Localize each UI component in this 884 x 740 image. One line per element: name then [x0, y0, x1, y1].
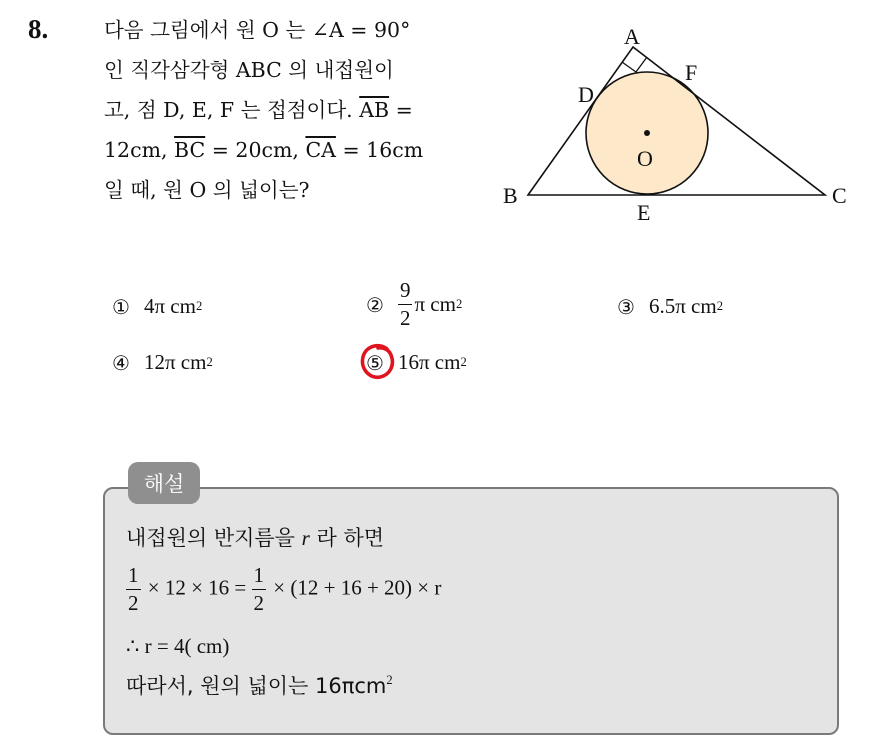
sol-eq-end: × (12 + 16 + 20) × r [268, 575, 442, 600]
choice-4[interactable] [112, 350, 213, 375]
solution-line-4 [126, 670, 393, 700]
choice-mark-1: ① [112, 294, 130, 319]
q4-b: = 20cm, [205, 138, 306, 162]
solution-line-2 [126, 565, 441, 614]
question-text [104, 10, 484, 210]
label-e: E [637, 200, 651, 225]
question-line-5: 일 때, 원 O 의 넓이는? [104, 178, 310, 202]
fraction-denominator: 2 [399, 306, 411, 330]
solution-line-1 [126, 522, 384, 552]
sol-fraction-1 [126, 565, 141, 614]
center-point [644, 130, 650, 136]
choice-2[interactable] [366, 280, 462, 329]
q4-c: = 16cm [335, 138, 424, 162]
choice-sup-1: 2 [195, 299, 203, 313]
sol-frac2-num: 1 [252, 565, 267, 590]
choice-5[interactable] [366, 350, 467, 375]
segment-ca: $\overline{CA}$ [305, 138, 336, 162]
right-angle-mark [622, 57, 647, 72]
choice-mark-5-glyph: ⑤ [366, 350, 384, 375]
question-line-3 [104, 90, 484, 130]
choice-mark-3: ③ [617, 294, 635, 319]
choice-mark-4: ④ [112, 350, 130, 375]
fraction-numerator: 9 [398, 280, 413, 305]
triangle-diagram [498, 20, 858, 230]
solution-tab: 해설 [128, 462, 200, 504]
choice-sup-5: 2 [460, 355, 467, 369]
label-d: D [578, 82, 594, 107]
question-line-2: 인 직각삼각형 ABC 의 내접원이 [104, 58, 394, 82]
sol-frac1-den: 2 [128, 591, 139, 615]
label-c: C [832, 183, 847, 208]
sol1-a: 내접원의 반지름을 [126, 526, 302, 550]
choice-1[interactable] [112, 294, 202, 319]
sol-frac1-num: 1 [126, 565, 141, 590]
choice-sup-4: 2 [206, 355, 213, 369]
q3-text: 고, 점 D, E, F 는 접점이다. [104, 98, 360, 122]
choice-3[interactable] [617, 294, 723, 319]
sol-fraction-2 [252, 565, 267, 614]
label-b: B [503, 183, 518, 208]
choice-value-4: 12π cm [143, 350, 207, 374]
choice-mark-2: ② [366, 292, 384, 317]
choice-value-5: 16π cm [397, 350, 461, 374]
choice-sup-2: 2 [455, 297, 463, 311]
sol1-b: 라 하면 [309, 526, 385, 550]
segment-ab: $\overline{AB}$ [359, 98, 390, 122]
sol-frac2-den: 2 [253, 591, 265, 615]
q3-eq: = [389, 98, 413, 122]
q4-a: 12cm, [104, 138, 175, 162]
choice-fraction-2 [398, 280, 413, 329]
choice-sup-3: 2 [716, 299, 723, 313]
label-a: A [624, 24, 640, 49]
selected-answer-circle-icon [358, 341, 398, 385]
sol1-var: r [301, 526, 310, 550]
label-f: F [685, 60, 698, 85]
segment-bc: $\overline{BC}$ [174, 138, 206, 162]
sol4-text: 따라서, 원의 넓이는 16πcm [126, 674, 387, 698]
solution-line-3: ∴ r = 4( cm) [126, 634, 230, 658]
choice-value-1: 4π cm [143, 294, 196, 318]
choice-mark-5 [366, 351, 384, 375]
label-o: O [637, 146, 653, 171]
sol-eq-mid: × 12 × 16 = [142, 575, 252, 600]
choice-value-3: 6.5π cm [648, 294, 717, 318]
question-line-4 [104, 130, 484, 170]
question-number: 8. [28, 14, 49, 44]
choice-value-2: π cm [414, 292, 456, 316]
sol4-sup: 2 [386, 673, 393, 688]
question-line-1: 다음 그림에서 원 O 는 ∠A = 90° [104, 18, 411, 42]
